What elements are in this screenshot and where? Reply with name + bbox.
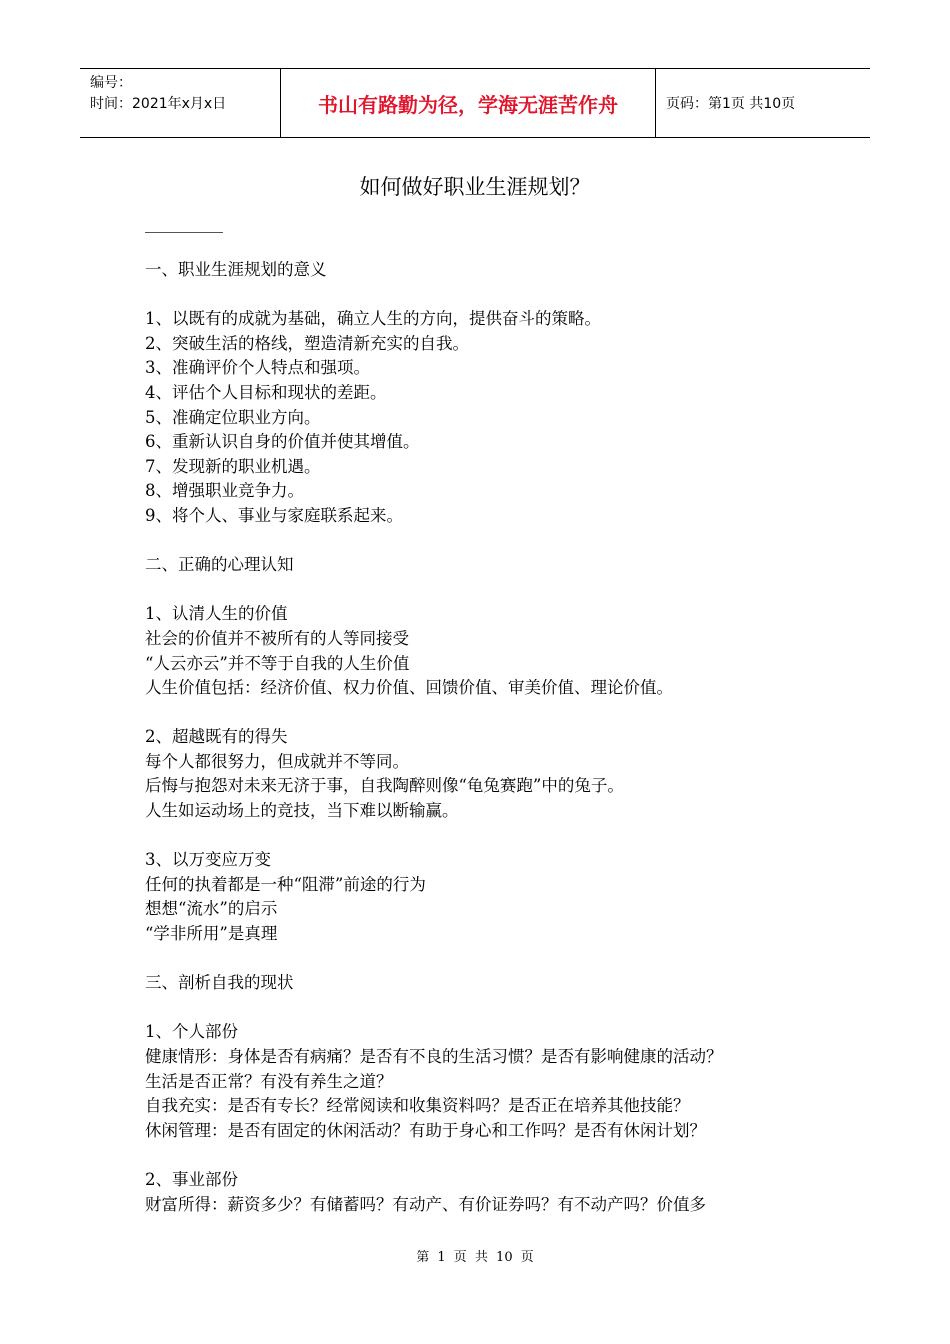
body-line: 6、重新认识自身的价值并使其增值。: [145, 432, 420, 452]
body-line: 3、准确评价个人特点和强项。: [145, 358, 370, 378]
body-line: 2、突破生活的格线，塑造清新充实的自我。: [145, 333, 469, 353]
header-page-info: 页码：第1页 共10页: [666, 96, 796, 112]
body-line: 2、事业部份: [145, 1169, 238, 1189]
title-divider: [145, 232, 223, 233]
time-label: 时间：2021年x月x日: [90, 96, 227, 112]
body-line: 健康情形：身体是否有病痛？是否有不良的生活习惯？是否有影响健康的活动？: [145, 1047, 723, 1066]
paragraph-gap: [145, 824, 845, 849]
body-line: 后悔与抱怨对未来无济于事，自我陶醉则像“龟兔赛跑”中的兔子。: [145, 776, 624, 796]
body-line: 二、正确的心理认知: [145, 555, 294, 575]
body-line: 1、个人部份: [145, 1022, 238, 1042]
body-line: 人生价值包括：经济价值、权力价值、回馈价值、审美价值、理论价值。: [145, 678, 673, 698]
paragraph-gap: [145, 701, 845, 726]
body-line: 任何的执着都是一种“阻滞”前途的行为: [145, 874, 426, 894]
body-line: 8、增强职业竞争力。: [145, 481, 304, 501]
paragraph-gap: [145, 1143, 845, 1168]
number-label: 编号：: [90, 75, 132, 91]
body-line: “学非所用”是真理: [145, 924, 278, 944]
body-line: 自我充实：是否有专长？经常阅读和收集资料吗？是否正在培养其他技能？: [145, 1096, 690, 1116]
body-line: 社会的价值并不被所有的人等同接受: [145, 628, 409, 648]
document-header: [80, 68, 870, 138]
header-motto: 书山有路勤为径，学海无涯苦作舟: [280, 69, 656, 137]
body-line: 2、超越既有的得失: [145, 727, 288, 747]
body-line: 生活是否正常？有没有养生之道？: [145, 1071, 393, 1091]
body-line: 9、将个人、事业与家庭联系起来。: [145, 505, 403, 525]
body-line: 想想“流水”的启示: [145, 899, 278, 919]
body-line: 休闲管理：是否有固定的休闲活动？有助于身心和工作吗？是否有休闲计划？: [145, 1120, 706, 1140]
document-body: [145, 258, 845, 1217]
paragraph-gap: [145, 996, 845, 1021]
paragraph-gap: [145, 578, 845, 603]
paragraph-gap: [145, 529, 845, 554]
body-line: 每个人都很努力，但成就并不等同。: [145, 751, 409, 771]
paragraph-gap: [145, 947, 845, 972]
paragraph-gap: [145, 283, 845, 308]
body-line: 三、剖析自我的现状: [145, 973, 294, 993]
body-line: 人生如运动场上的竞技，当下难以断输赢。: [145, 801, 459, 821]
body-line: 一、职业生涯规划的意义: [145, 260, 327, 279]
body-line: 3、以万变应万变: [145, 850, 271, 870]
body-line: “人云亦云”并不等于自我的人生价值: [145, 653, 410, 673]
body-line: 1、认清人生的价值: [145, 604, 288, 624]
body-line: 5、准确定位职业方向。: [145, 407, 321, 427]
body-line: 财富所得：薪资多少？有储蓄吗？有动产、有价证券吗？有不动产吗？价值多: [145, 1194, 706, 1214]
body-line: 4、评估个人目标和现状的差距。: [145, 382, 387, 402]
body-line: 7、发现新的职业机遇。: [145, 456, 321, 476]
body-line: 1、以既有的成就为基础，确立人生的方向，提供奋斗的策略。: [145, 309, 601, 329]
header-meta: [80, 69, 280, 137]
page-footer: 第 1 页 共 10 页: [416, 1250, 534, 1265]
document-title: 如何做好职业生涯规划？: [359, 175, 591, 199]
